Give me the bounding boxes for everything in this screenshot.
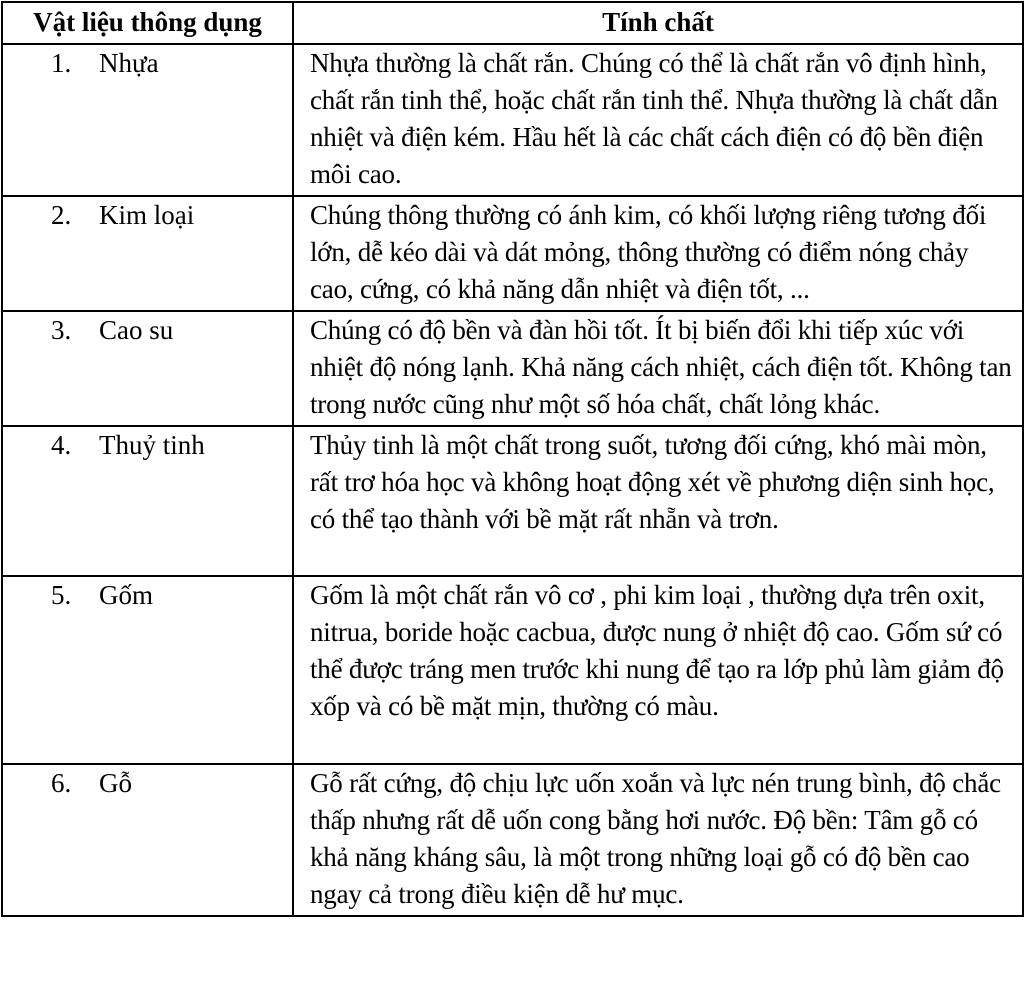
property-text: Chúng thông thường có ánh kim, có khối lượng riêng tương đối lớn, dễ kéo dài và dát mỏng, thông thường có điểm nóng chảy cao, cứng, có khả năng dẫn nhiệt và điện tốt, ...: [310, 200, 987, 304]
material-cell: [2, 44, 293, 196]
table-row: [2, 44, 1023, 196]
property-cell: [293, 311, 1023, 426]
table-row: [2, 311, 1023, 426]
row-number: 6.: [51, 768, 72, 798]
table-header: [2, 2, 1023, 44]
material-name: Gỗ: [99, 768, 132, 798]
material-name: Cao su: [99, 315, 174, 345]
material-name: Thuỷ tinh: [99, 430, 205, 460]
property-text: Nhựa thường là chất rắn. Chúng có thể là chất rắn vô định hình, chất rắn tinh thể, hoặc chất rắn tinh thể. Nhựa thường là chất dẫn nhiệt và điện kém. Hầu hết là các chất cách điện có độ bền điện môi cao.: [310, 48, 998, 189]
table-row: [2, 196, 1023, 311]
row-number: 2.: [51, 200, 72, 230]
material-cell: [2, 764, 293, 916]
row-number: 5.: [51, 580, 72, 610]
property-cell: [293, 576, 1023, 764]
property-text: Gỗ rất cứng, độ chịu lực uốn xoắn và lực nén trung bình, độ chắc thấp nhưng rất dễ uốn cong bằng hơi nước. Độ bền: Tâm gỗ có khả năng kháng sâu, là một trong những loại gỗ có độ bền cao ngay cả trong điều kiện dễ hư mục.: [310, 768, 1001, 909]
table-row: [2, 426, 1023, 576]
property-text: Chúng có độ bền và đàn hồi tốt. Ít bị biến đổi khi tiếp xúc với nhiệt độ nóng lạnh. Khả năng cách nhiệt, cách điện tốt. Không tan trong nước cũng như một số hóa chất, chất lỏng khác.: [310, 315, 1012, 419]
table-body: [2, 44, 1023, 916]
row-number: 3.: [51, 315, 72, 345]
property-text: Thủy tinh là một chất trong suốt, tương đối cứng, khó mài mòn, rất trơ hóa học và không hoạt động xét về phương diện sinh học, có thể tạo thành với bề mặt rất nhẵn và trơn.: [310, 430, 995, 534]
material-name: Kim loại: [99, 200, 195, 230]
property-cell: [293, 764, 1023, 916]
header-property: Tính chất: [293, 2, 1023, 44]
header-row: [2, 2, 1023, 44]
material-name: Gốm: [99, 580, 153, 610]
material-cell: [2, 196, 293, 311]
table-row: [2, 764, 1023, 916]
property-cell: [293, 196, 1023, 311]
material-cell: [2, 311, 293, 426]
row-number: 4.: [51, 430, 72, 460]
material-cell: [2, 576, 293, 764]
header-material: Vật liệu thông dụng: [2, 2, 293, 44]
property-text: Gốm là một chất rắn vô cơ , phi kim loại , thường dựa trên oxit, nitrua, boride hoặc cacbua, được nung ở nhiệt độ cao. Gốm sứ có thể được tráng men trước khi nung để tạo ra lớp phủ làm giảm độ xốp và có bề mặt mịn, thường có màu.: [310, 580, 1004, 721]
material-name: Nhựa: [99, 48, 159, 78]
row-number: 1.: [51, 48, 72, 78]
property-cell: [293, 426, 1023, 576]
materials-table: [1, 1, 1024, 917]
table-row: [2, 576, 1023, 764]
material-cell: [2, 426, 293, 576]
property-cell: [293, 44, 1023, 196]
